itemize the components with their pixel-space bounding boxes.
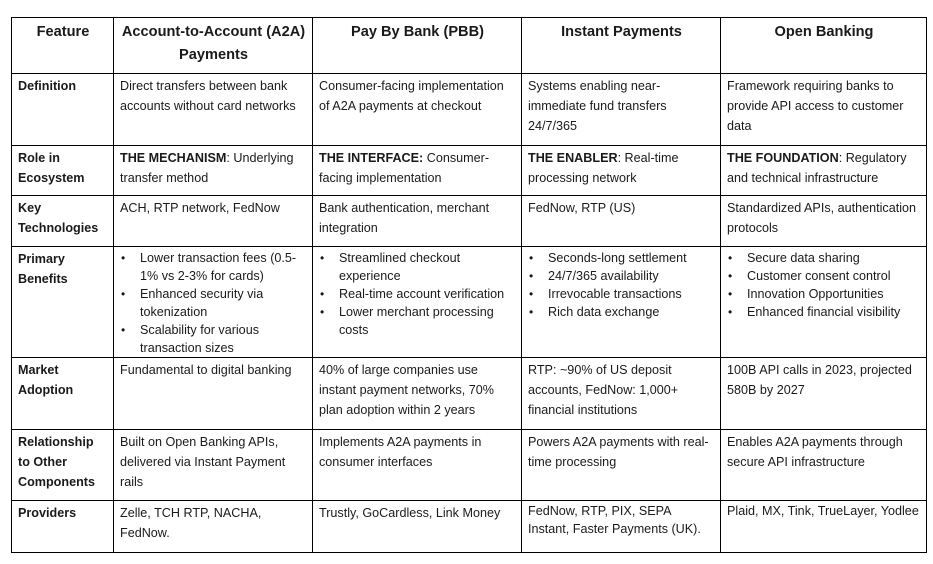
table-row-key-technologies: [12, 196, 927, 247]
list-item: • Scalability for various transaction sizes: [120, 321, 307, 357]
table-row-relationship: [12, 430, 927, 501]
table-cell: [522, 146, 721, 196]
table-row-primary-benefits: [12, 247, 927, 358]
table-cell: Built on Open Banking APIs, delivered via Instant Payment rails: [114, 430, 313, 501]
comparison-table: [11, 17, 927, 553]
list-item: • Irrevocable transactions: [528, 285, 715, 303]
table-cell: [114, 146, 313, 196]
table-cell: Standardized APIs, authentication protocols: [721, 196, 927, 247]
header-a2a-payments: Account-to-Account (A2A) Payments: [114, 18, 313, 74]
table-cell: Enables A2A payments through secure API infrastructure: [721, 430, 927, 501]
table-cell: Plaid, MX, Tink, TrueLayer, Yodlee: [721, 501, 927, 553]
list-item: • Real-time account verification: [319, 285, 516, 303]
list-item: • Secure data sharing: [727, 249, 921, 267]
table-row-providers: [12, 501, 927, 553]
table-cell: [313, 247, 522, 358]
table-cell: Bank authentication, merchant integration: [313, 196, 522, 247]
row-label: Role in Ecosystem: [12, 146, 114, 196]
list-item: • Enhanced financial visibility: [727, 303, 921, 321]
role-description: : Real-time processing network: [528, 151, 679, 185]
table-cell: Framework requiring banks to provide API access to customer data: [721, 74, 927, 146]
role-title: THE INTERFACE:: [319, 151, 424, 165]
table-cell: FedNow, RTP, PIX, SEPA Instant, Faster Payments (UK).: [522, 501, 721, 553]
role-description: : Regulatory and technical infrastructure: [727, 151, 907, 185]
table-row-market-adoption: [12, 358, 927, 430]
row-label: Market Adoption: [12, 358, 114, 430]
table-cell: 40% of large companies use instant payment networks, 70% plan adoption within 2 years: [313, 358, 522, 430]
table-cell: 100B API calls in 2023, projected 580B by 2027: [721, 358, 927, 430]
table-cell: Consumer-facing implementation of A2A payments at checkout: [313, 74, 522, 146]
list-item: • Lower merchant processing costs: [319, 303, 516, 339]
list-item: • Innovation Opportunities: [727, 285, 921, 303]
table-cell: [114, 247, 313, 358]
table-cell: Direct transfers between bank accounts without card networks: [114, 74, 313, 146]
header-row: [12, 18, 927, 74]
list-item: • Seconds-long settlement: [528, 249, 715, 267]
header-instant-payments: Instant Payments: [522, 18, 721, 74]
table-cell: Powers A2A payments with real-time processing: [522, 430, 721, 501]
role-description: Consumer-facing implementation: [319, 151, 490, 185]
table-row-role: [12, 146, 927, 196]
table-cell: Implements A2A payments in consumer interfaces: [313, 430, 522, 501]
table-cell: [721, 146, 927, 196]
list-item: • Rich data exchange: [528, 303, 715, 321]
table-cell: ACH, RTP network, FedNow: [114, 196, 313, 247]
row-label: Definition: [12, 74, 114, 146]
table-cell: RTP: ~90% of US deposit accounts, FedNow: 1,000+ financial institutions: [522, 358, 721, 430]
table-cell: [721, 247, 927, 358]
table-cell: FedNow, RTP (US): [522, 196, 721, 247]
header-pay-by-bank: Pay By Bank (PBB): [313, 18, 522, 74]
table-cell: [313, 146, 522, 196]
row-label: Relationship to Other Components: [12, 430, 114, 501]
header-feature: Feature: [12, 18, 114, 74]
table-row-definition: [12, 74, 927, 146]
benefits-list: [120, 249, 307, 357]
role-title: THE MECHANISM: [120, 151, 227, 165]
list-item: • 24/7/365 availability: [528, 267, 715, 285]
header-open-banking: Open Banking: [721, 18, 927, 74]
list-item: • Lower transaction fees (0.5-1% vs 2-3% for cards): [120, 249, 307, 285]
table-cell: Zelle, TCH RTP, NACHA, FedNow.: [114, 501, 313, 553]
table-cell: Systems enabling near-immediate fund transfers 24/7/365: [522, 74, 721, 146]
list-item: • Customer consent control: [727, 267, 921, 285]
row-label: Providers: [12, 501, 114, 553]
row-label: Key Technologies: [12, 196, 114, 247]
table-cell: Fundamental to digital banking: [114, 358, 313, 430]
role-title: THE ENABLER: [528, 151, 618, 165]
benefits-list: [528, 249, 715, 321]
role-title: THE FOUNDATION: [727, 151, 839, 165]
benefits-list: [727, 249, 921, 321]
table-cell: [522, 247, 721, 358]
role-description: : Underlying transfer method: [120, 151, 294, 185]
list-item: • Streamlined checkout experience: [319, 249, 516, 285]
table-cell: Trustly, GoCardless, Link Money: [313, 501, 522, 553]
list-item: • Enhanced security via tokenization: [120, 285, 307, 321]
benefits-list: [319, 249, 516, 339]
row-label: Primary Benefits: [12, 247, 114, 358]
